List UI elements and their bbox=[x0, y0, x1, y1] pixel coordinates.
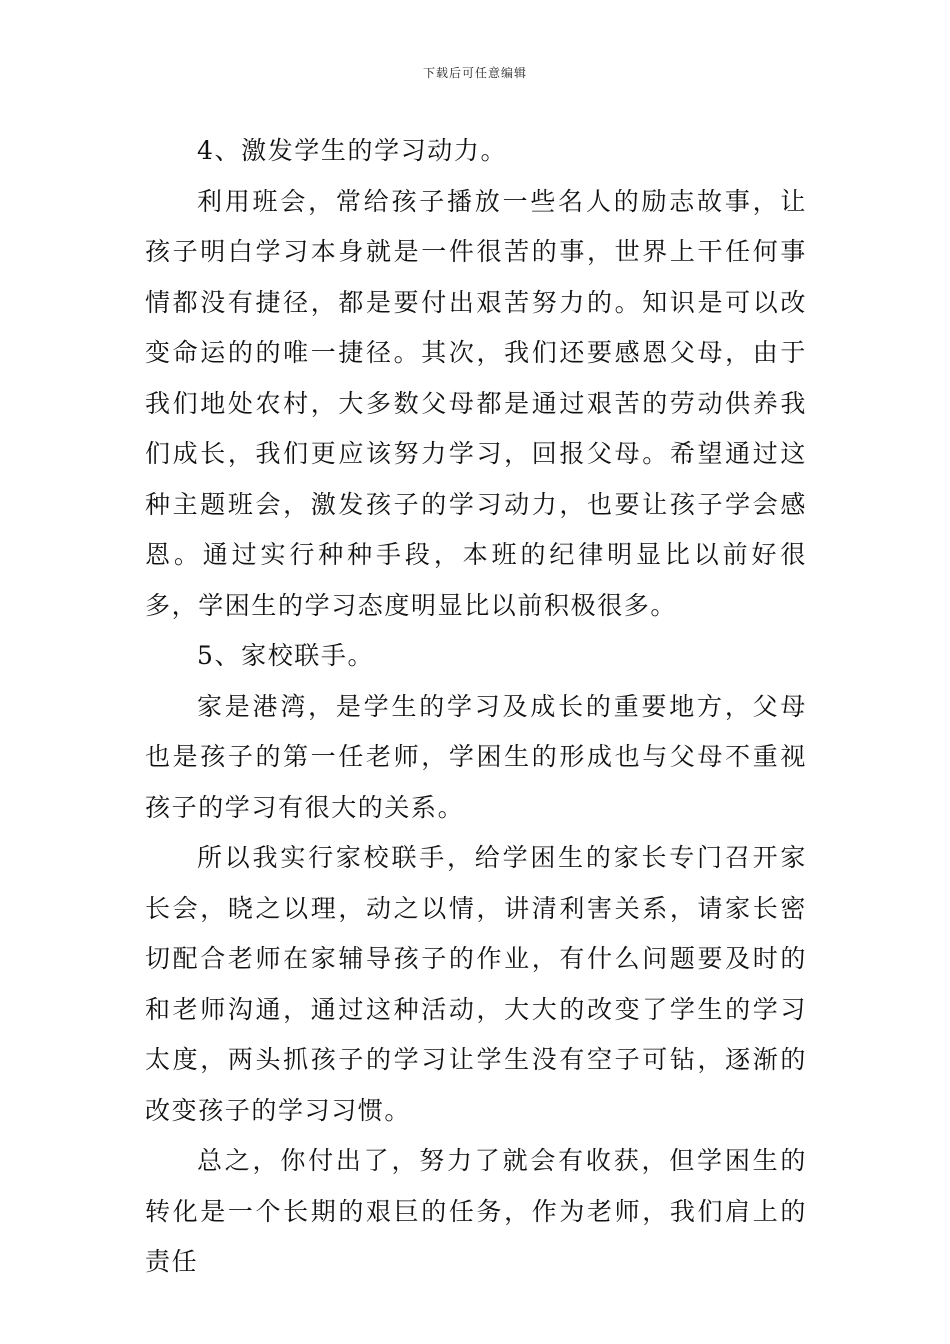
paragraph-conclusion: 总之，你付出了，努力了就会有收获，但学困生的转化是一个长期的艰巨的任务，作为老师，我们肩上的责任 bbox=[145, 1146, 807, 1276]
paragraph-home-school: 所以我实行家校联手，给学困生的家长专门召开家长会，晓之以理，动之以情，讲清利害关系，请家长密切配合老师在家辅导孩子的作业，有什么问题要及时的和老师沟通，通过这种活动，大大的改变了学生的学习太度，两头抓孩子的学习让学生没有空子可钻，逐渐的改变孩子的学习习惯。 bbox=[145, 843, 807, 1125]
heading-item-4: 4、激发学生的学习动力。 bbox=[197, 136, 508, 165]
document-body bbox=[145, 126, 807, 1288]
heading-item-5: 5、家校联手。 bbox=[197, 641, 375, 670]
page-header: 下载后可任意编辑 bbox=[422, 66, 527, 80]
paragraph-motivation: 利用班会，常给孩子播放一些名人的励志故事，让孩子明白学习本身就是一件很苦的事，世界上干任何事情都没有捷径，都是要付出艰苦努力的。知识是可以改变命运的的唯一捷径。其次，我们还要感恩父母，由于我们地处农村，大多数父母都是通过艰苦的劳动供养我们成长，我们更应该努力学习，回报父母。希望通过这种主题班会，激发孩子的学习动力，也要让孩子学会感恩。通过实行种种手段，本班的纪律明显比以前好很多，学困生的学习态度明显比以前积极很多。 bbox=[145, 186, 807, 620]
paragraph-home: 家是港湾，是学生的学习及成长的重要地方，父母也是孩子的第一任老师，学困生的形成也与父母不重视孩子的学习有很大的关系。 bbox=[145, 691, 807, 822]
